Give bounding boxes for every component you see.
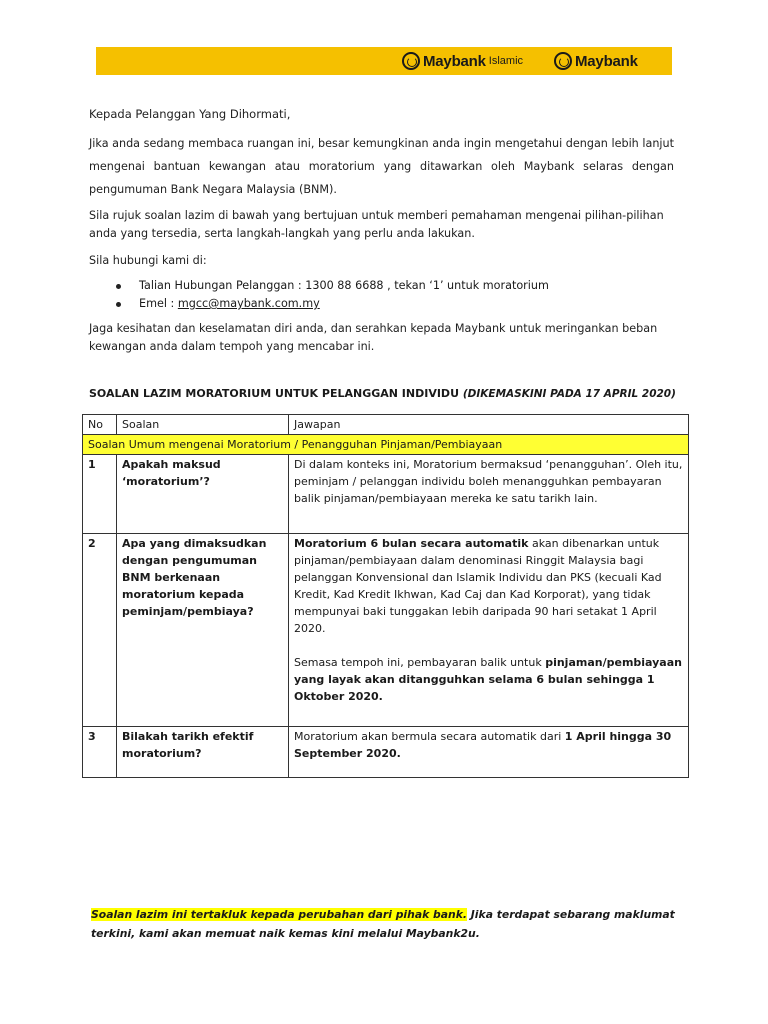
logo-word: Maybank xyxy=(575,52,638,70)
footnote xyxy=(91,905,691,943)
answer-text: akan dibenarkan untuk pinjaman/pembiayaan dalam denominasi Ringgit Malaysia bagi pelanggan Konvensional dan Islamik Individu dan PKS (kecuali Kad Kredit, Kad Kredit Ikhwan, Kad Caj dan Kad Korporat), yang tidak mempunyai baki tunggakan lebih daripada 90 hari setakat 1 April 2020. xyxy=(294,537,662,635)
row-number: 3 xyxy=(83,727,117,778)
email-link[interactable]: mgcc@maybank.com.my xyxy=(177,297,320,310)
table-row xyxy=(83,534,689,727)
row-question: Apakah maksud ‘moratorium’? xyxy=(117,455,289,534)
row-answer xyxy=(289,534,689,727)
contact-heading: Sila hubungi kami di: xyxy=(89,254,207,267)
table-row xyxy=(83,727,689,778)
row-answer xyxy=(289,727,689,778)
table-header-row xyxy=(83,415,689,435)
row-question: Bilakah tarikh efektif moratorium? xyxy=(117,727,289,778)
col-no-header: No xyxy=(83,415,117,435)
table-row xyxy=(83,455,689,534)
faq-title-text: SOALAN LAZIM MORATORIUM UNTUK PELANGGAN INDIVIDU xyxy=(89,387,459,400)
faq-title xyxy=(89,387,689,400)
logo-islamic-sub: Islamic xyxy=(488,55,524,67)
tiger-head-icon xyxy=(402,52,420,70)
row-answer: Di dalam konteks ini, Moratorium bermaksud ‘penangguhan’. Oleh itu, peminjam / pelanggan individu boleh menangguhkan pembayaran balik pinjaman/pembiayaan mereka ke satu tarikh lain. xyxy=(289,455,689,534)
hotline-item xyxy=(113,277,549,295)
tiger-head-icon xyxy=(554,52,572,70)
row-number: 2 xyxy=(83,534,117,727)
email-label: Emel : xyxy=(139,297,178,310)
refer-paragraph: Sila rujuk soalan lazim di bawah yang bertujuan untuk memberi pemahaman mengenai pilihan-pilihan anda yang tersedia, serta langkah-langkah yang perlu anda lakukan. xyxy=(89,209,664,240)
maybank-logo xyxy=(554,51,638,71)
footnote-text: Jika terdapat sebarang maklumat terkini, kami akan memuat naik kemas kini melalui Maybank2u. xyxy=(91,908,675,940)
contact-list xyxy=(113,277,549,313)
col-answer-header: Jawapan xyxy=(289,415,689,435)
row-number: 1 xyxy=(83,455,117,534)
faq-table xyxy=(82,414,689,778)
row-question: Apa yang dimaksudkan dengan pengumuman BNM berkenaan moratorium kepada peminjam/pembiaya? xyxy=(117,534,289,727)
faq-updated-date: (DIKEMASKINI PADA 17 APRIL 2020) xyxy=(462,388,676,400)
hotline-text: Talian Hubungan Pelanggan : 1300 88 6688 , tekan ‘1’ untuk moratorium xyxy=(139,279,549,292)
answer-bold: 1 April hingga 30 September 2020. xyxy=(294,730,672,760)
answer-bold: pinjaman/pembiayaan yang layak akan ditangguhkan selama 6 bulan sehingga 1 Oktober 2020. xyxy=(294,656,682,703)
section-row xyxy=(83,435,689,455)
logo-islamic-word: Maybank xyxy=(423,52,486,70)
answer-lead: Semasa tempoh ini, pembayaran balik untuk xyxy=(294,656,546,669)
greeting: Kepada Pelanggan Yang Dihormati, xyxy=(89,107,291,121)
col-question-header: Soalan xyxy=(117,415,289,435)
header-banner xyxy=(96,47,672,75)
footnote-highlight: Soalan lazim ini tertakluk kepada perubahan dari pihak bank. xyxy=(91,908,468,921)
intro-paragraph: Jika anda sedang membaca ruangan ini, besar kemungkinan anda ingin mengetahui dengan lebih lanjut mengenai bantuan kewangan atau moratorium yang ditawarkan oleh Maybank selaras dengan pengumuman Bank Negara Malaysia (BNM). xyxy=(89,137,674,196)
answer-bold: Moratorium 6 bulan secara automatik xyxy=(294,537,529,550)
maybank-islamic-logo xyxy=(402,51,523,71)
email-item xyxy=(113,295,549,313)
section-title: Soalan Umum mengenai Moratorium / Penangguhan Pinjaman/Pembiayaan xyxy=(83,435,689,455)
closing-paragraph: Jaga kesihatan dan keselamatan diri anda, dan serahkan kepada Maybank untuk meringankan beban kewangan anda dalam tempoh yang mencabar ini. xyxy=(89,322,658,353)
answer-lead: Moratorium akan bermula secara automatik dari xyxy=(294,730,565,743)
